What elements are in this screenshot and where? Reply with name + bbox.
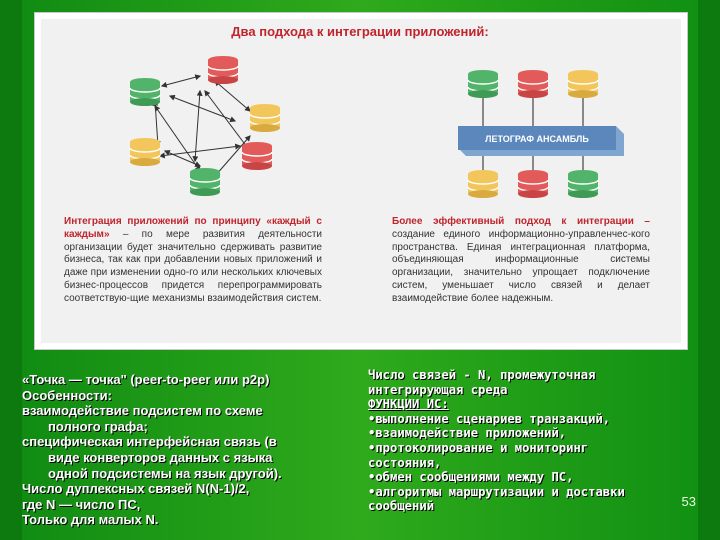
right-stripe: [698, 0, 720, 540]
notes-line: виде конверторов данных с языка: [48, 449, 273, 465]
notes-line: взаимодействие подсистем по схеме: [22, 403, 263, 419]
db-green-b-icon: [568, 170, 598, 198]
notes-line: где N — число ПС,: [22, 496, 141, 512]
db-green-left-icon: [130, 78, 160, 106]
notes-line: Число дуплексных связей N(N-1)/2,: [22, 481, 250, 497]
db-green-a-icon: [468, 70, 498, 98]
left-stripe: [0, 0, 22, 540]
right-caption: [392, 216, 650, 306]
integration-intro: Число связей - N, промежуточная интегрирующая среда: [368, 368, 596, 397]
function-item: •обмен сообщениями между ПС,: [368, 470, 574, 485]
function-item: •выполнение сценариев транзакций,: [368, 411, 611, 426]
functions-label: ФУНКЦИИ ИС:: [368, 397, 449, 412]
peer-to-peer-notes: [22, 372, 344, 528]
db-red-b-icon: [518, 170, 548, 198]
db-yellow-a-icon: [568, 70, 598, 98]
notes-line: полного графа;: [48, 418, 148, 434]
function-item: •протоколирование и мониторинг состояния,: [368, 440, 589, 470]
db-green-bottom-icon: [190, 168, 220, 196]
integration-bus-diagram: [438, 56, 638, 206]
notes-line: специфическая интерфейсная связь (в: [22, 434, 277, 450]
left-caption: [64, 216, 322, 306]
left-caption-text: – по мере развития деятельности организации будет значительно сдерживать развитие бизнеса, так как при добавлении новых приложений и даже при изменении одно-го или нескольких ключевых бизнес-процессов придется перепрограммировать соответствую-щие механизмы взаимодействия систем.: [64, 228, 322, 304]
right-caption-text: создание единого информационно-управленчес-кого пространства. Единая интеграционная платформа, объединяющая информационные системы организации, значительно упрощает подключение систем, уменьшает число связей и делает взаимодействие более надежным.: [392, 228, 650, 304]
illustration-title: Два подхода к интеграции приложений:: [231, 24, 489, 39]
left-caption-highlight: Интеграция приложений по принципу «каждый с каждым»: [64, 216, 322, 240]
db-red-middle-icon: [242, 142, 272, 170]
notes-line: Особенности:: [22, 387, 112, 403]
notes-line: Только для малых N.: [22, 512, 159, 528]
notes-line: одной подсистемы на язык другой).: [48, 465, 282, 481]
right-caption-highlight: Более эффективный подход к интеграции –: [392, 216, 650, 227]
connection-arrows: [155, 76, 250, 176]
integration-bar-label: ЛЕТОГРАФ АНСАМБЛЬ: [485, 134, 589, 144]
db-red-a-icon: [518, 70, 548, 98]
peer-to-peer-diagram: [100, 56, 300, 206]
integration-notes: [368, 368, 668, 514]
function-item: •алгоритмы маршрутизации и доставки сообщений: [368, 484, 625, 514]
db-red-top-icon: [208, 56, 238, 84]
notes-line: «Точка — точка" (peer-to-peer или p2p): [22, 372, 270, 387]
db-yellow-right-icon: [250, 104, 280, 132]
function-item: •взаимодействие приложений,: [368, 426, 567, 441]
db-yellow-b-icon: [468, 170, 498, 198]
db-yellow-left-icon: [130, 138, 160, 166]
page-number: 53: [681, 494, 696, 509]
